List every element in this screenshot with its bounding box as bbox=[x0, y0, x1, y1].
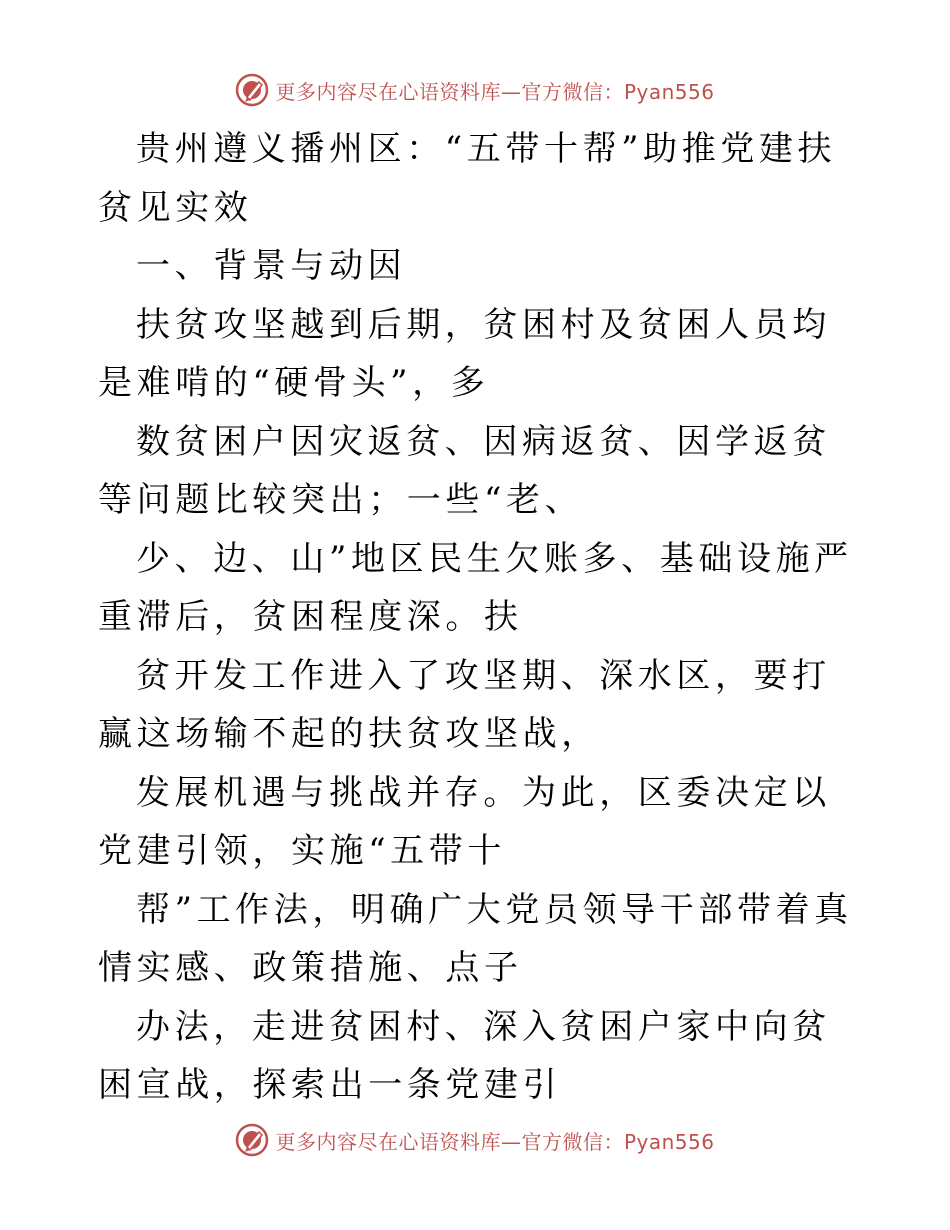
watermark-banner-bottom bbox=[0, 1118, 950, 1162]
pen-logo-icon bbox=[235, 73, 269, 107]
body-paragraph: 贫开发工作进入了攻坚期、深水区，要打赢这场输不起的扶贫攻坚战， bbox=[98, 655, 831, 754]
watermark-text: 更多内容尽在心语资料库—官方微信：Pyan556 bbox=[275, 79, 715, 104]
body-paragraph: 少、边、山”地区民生欠账多、基础设施严重滞后，贫困程度深。扶 bbox=[98, 538, 853, 637]
body-paragraph: 发展机遇与挑战并存。为此，区委决定以党建引领，实施“五带十 bbox=[98, 772, 831, 871]
document-title: 贵州遵义播州区：“五带十帮”助推党建扶贫见实效 bbox=[98, 129, 837, 228]
body-paragraph: 办法，走进贫困村、深入贫困户家中向贫困宣战，探索出一条党建引 bbox=[98, 1006, 831, 1105]
body-paragraph: 帮”工作法，明确广大党员领导干部带着真情实感、政策措施、点子 bbox=[98, 889, 853, 988]
watermark-text: 更多内容尽在心语资料库—官方微信：Pyan556 bbox=[275, 1129, 715, 1154]
pen-logo-icon bbox=[235, 1123, 269, 1157]
body-paragraph: 数贫困户因灾返贫、因病返贫、因学返贫等问题比较突出；一些“老、 bbox=[98, 421, 831, 520]
document-body bbox=[98, 120, 858, 1115]
section-heading: 一、背景与动因 bbox=[136, 246, 407, 286]
watermark-banner-top bbox=[0, 68, 950, 112]
body-paragraph: 扶贫攻坚越到后期，贫困村及贫困人员均是难啃的“硬骨头”，多 bbox=[98, 304, 831, 403]
